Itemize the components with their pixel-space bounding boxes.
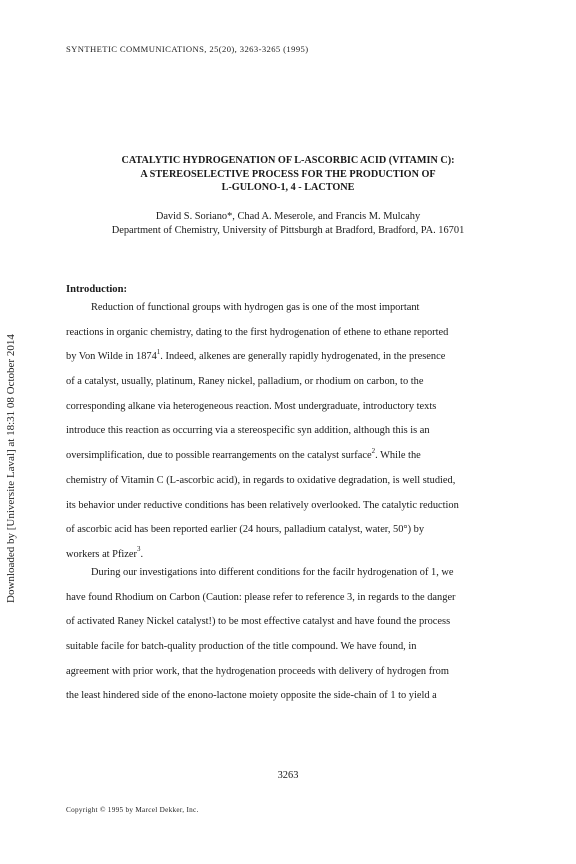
text-line: introduce this reaction as occurring via a stereospecific syn addition, although this is an xyxy=(66,425,430,437)
download-watermark: Downloaded by [Universite Laval] at 18:31 08 October 2014 xyxy=(5,334,17,603)
text-line: During our investigations into different conditions for the facilr hydrogenation of 1, we xyxy=(91,567,454,578)
text-line: corresponding alkane via heterogeneous reaction. Most undergraduate, introductory texts xyxy=(66,400,437,412)
author-affiliation: Department of Chemistry, University of Pittsburgh at Bradford, Bradford, PA. 16701 xyxy=(111,224,465,236)
text-line: the least hindered side of the enono-lactone moiety opposite the side-chain of 1 to yield a xyxy=(66,690,437,702)
reference-marker: 1 xyxy=(156,347,161,356)
text-line: its behavior under reductive conditions has been relatively overlooked. The catalytic reduction xyxy=(66,499,459,511)
text-line: agreement with prior work, that the hydrogenation proceeds with delivery of hydrogen from xyxy=(66,665,449,677)
page-number: 3263 xyxy=(277,770,299,781)
text-line: of ascorbic acid has been reported earlier (24 hours, palladium catalyst, water, 50°) by xyxy=(66,524,425,536)
text-line: of a catalyst, usually, platinum, Raney nickel, palladium, or rhodium on carbon, to the xyxy=(66,376,424,388)
title-line: A STEREOSELECTIVE PROCESS FOR THE PRODUCTION OF xyxy=(140,168,436,180)
text-line: reactions in organic chemistry, dating to the first hydrogenation of ethene to ethane reported xyxy=(66,326,449,338)
section-heading: Introduction: xyxy=(66,284,128,295)
text-line: oversimplification, due to possible rearrangements on the catalyst surface$^2$. While the xyxy=(66,446,421,462)
body-paragraph xyxy=(66,566,526,714)
text-line: chemistry of Vitamin C (L-ascorbic acid), in regards to oxidative degradation, is well studied, xyxy=(66,474,456,486)
text-line: workers at Pfizer$^3$. xyxy=(66,545,144,560)
article-title xyxy=(66,154,510,195)
reference-marker: 3 xyxy=(136,545,141,554)
title-line: CATALYTIC HYDROGENATION OF L-ASCORBIC ACID (VITAMIN C): xyxy=(121,155,455,166)
text-line: suitable facile for batch-quality production of the title compound. We have found, in xyxy=(66,641,417,653)
text-line: Reduction of functional groups with hydrogen gas is one of the most important xyxy=(91,302,420,313)
text-line: by Von Wilde in 1874$^1$. Indeed, alkenes are generally rapidly hydrogenated, in the presence xyxy=(66,347,446,363)
reference-marker: 2 xyxy=(371,446,376,455)
text-line: have found Rhodium on Carbon (Caution: please refer to reference 3, in regards to the danger xyxy=(66,591,456,603)
author-names: David S. Soriano*, Chad A. Meserole, and Francis M. Mulcahy xyxy=(155,211,421,222)
journal-header: SYNTHETIC COMMUNICATIONS, 25(20), 3263-3265 (1995) xyxy=(66,44,309,54)
title-line: L-GULONO-1, 4 - LACTONE xyxy=(221,182,355,193)
text-line: of activated Raney Nickel catalyst!) to be most effective catalyst and have found the process xyxy=(66,616,451,628)
copyright-notice: Copyright © 1995 by Marcel Dekker, Inc. xyxy=(66,806,199,814)
introduction-paragraph xyxy=(66,301,526,573)
author-block xyxy=(50,210,526,237)
